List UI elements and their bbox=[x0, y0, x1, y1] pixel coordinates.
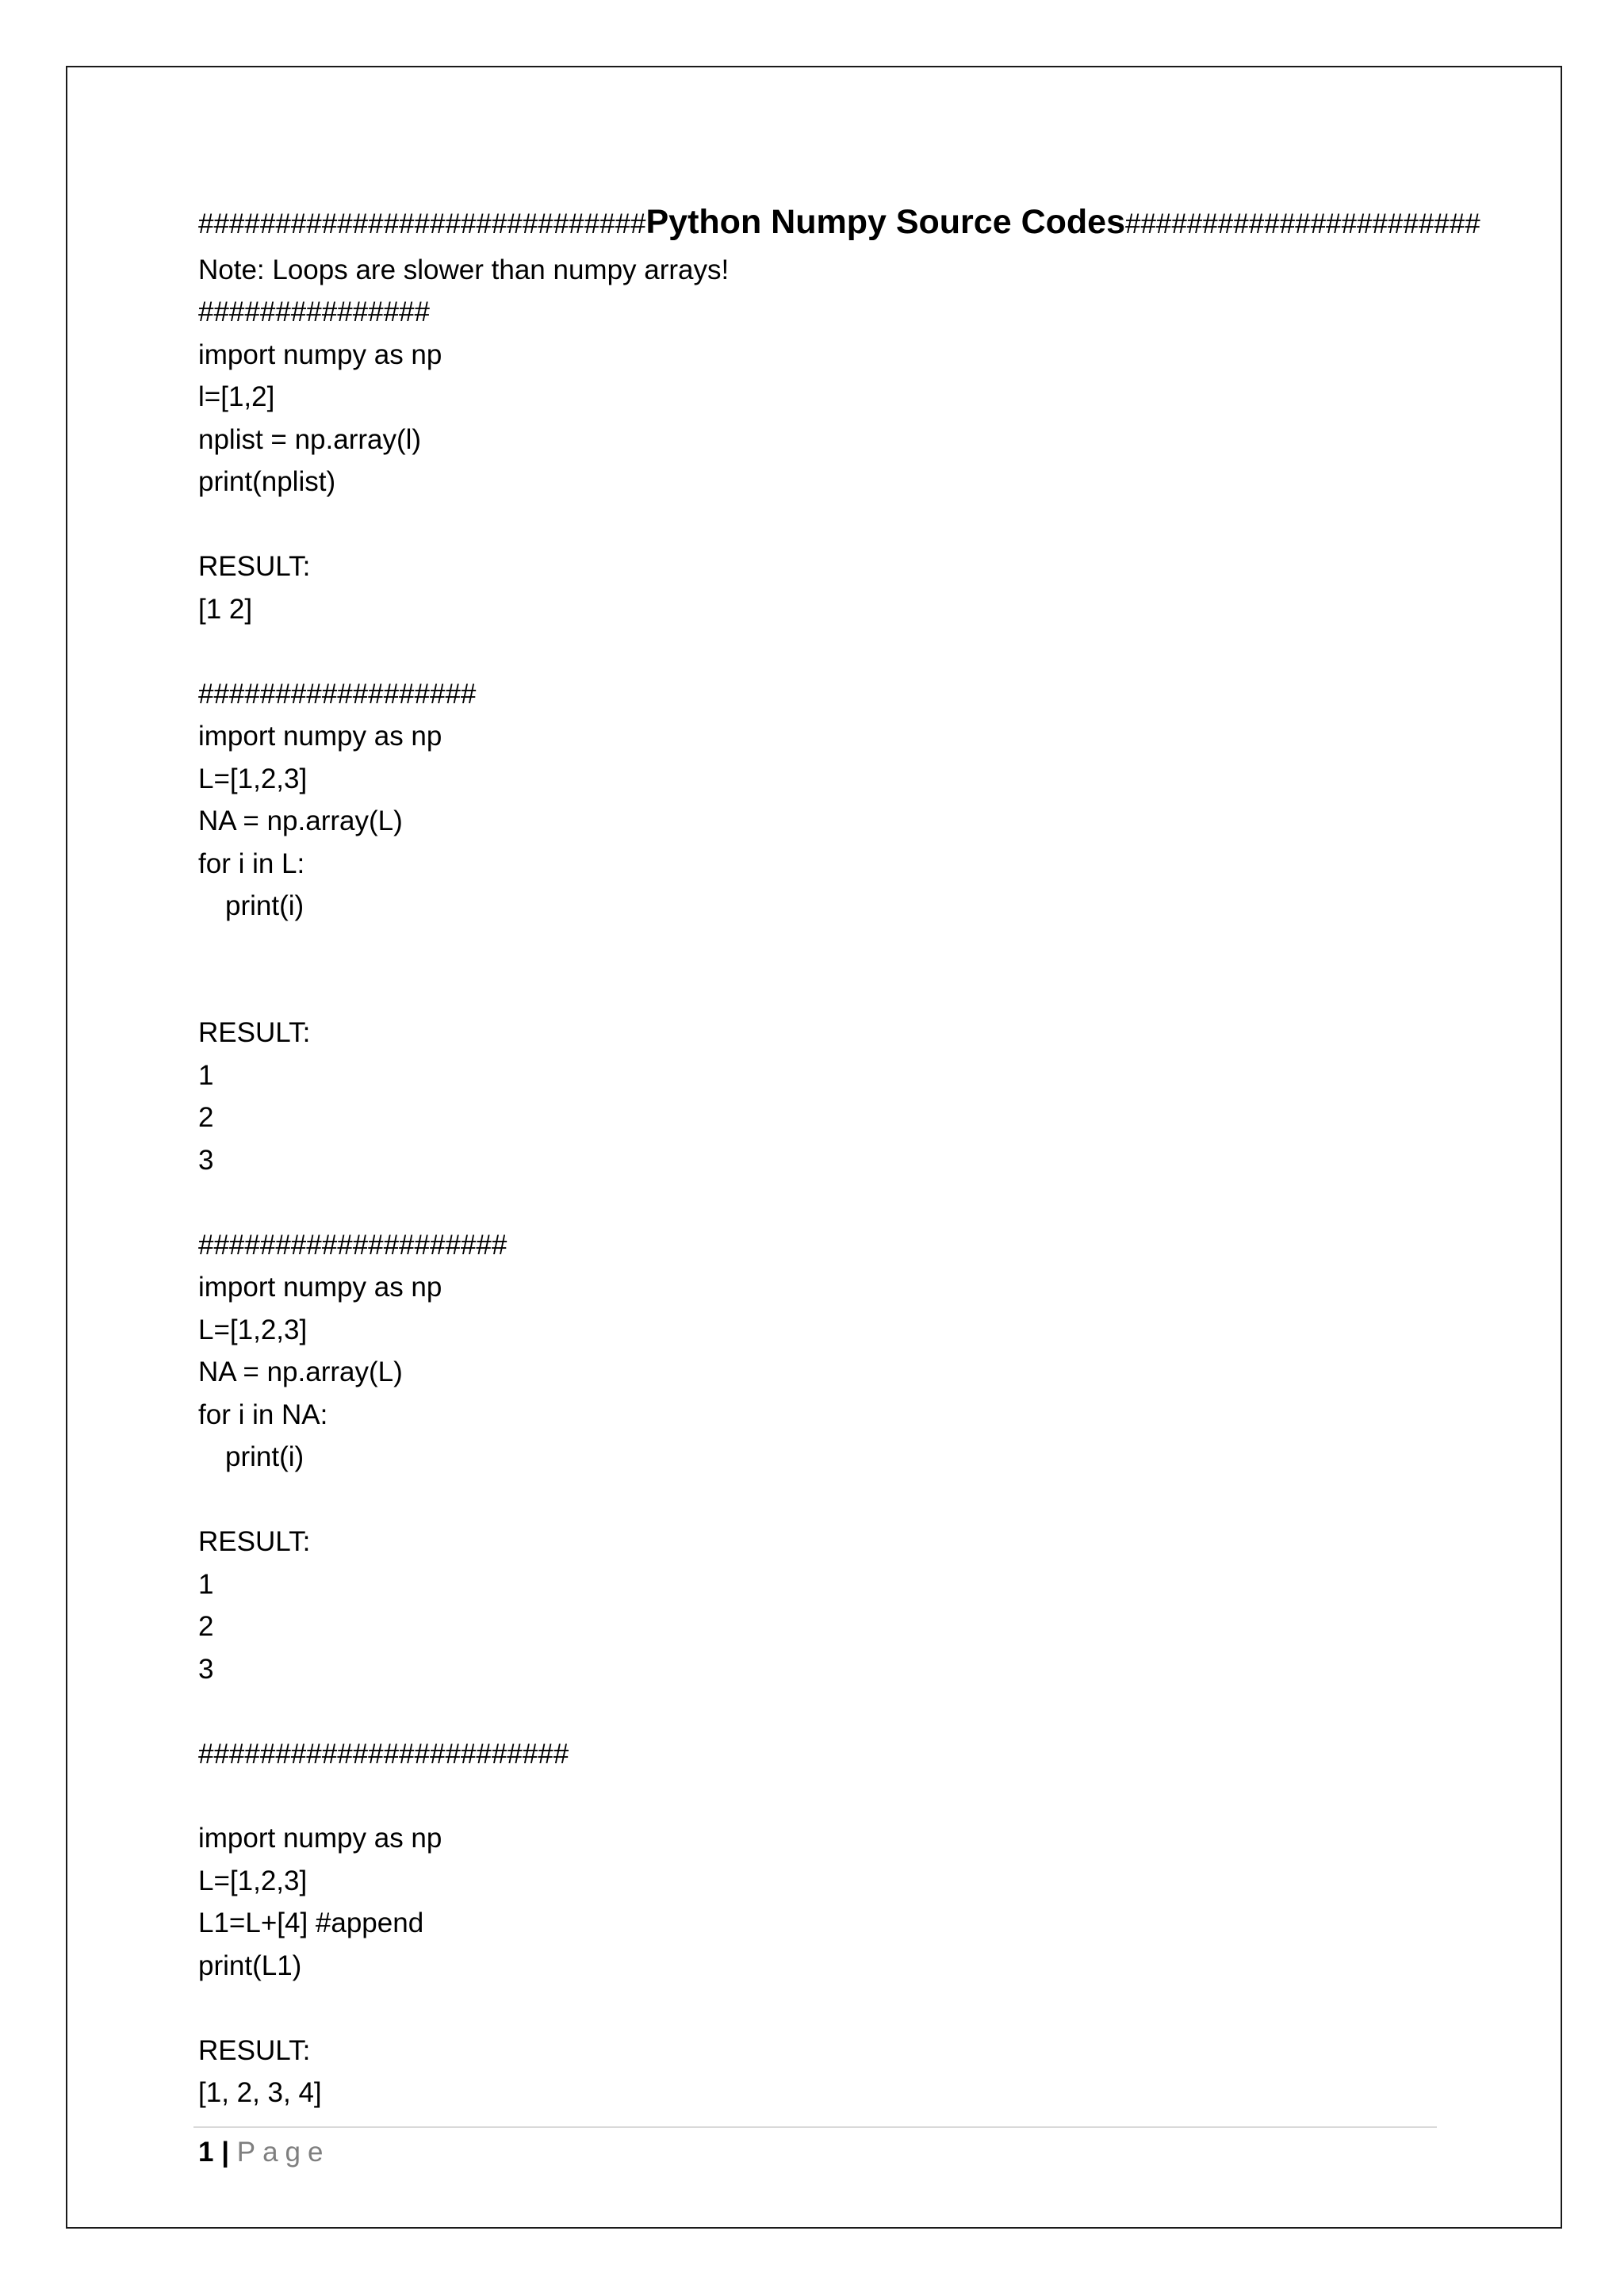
result-line: 3 bbox=[198, 1145, 214, 1176]
code-line: L1=L+[4] #append bbox=[198, 1908, 424, 1938]
result-heading: RESULT: bbox=[198, 551, 311, 582]
code-line: l=[1,2] bbox=[198, 381, 275, 412]
result-heading: RESULT: bbox=[198, 2035, 311, 2066]
code-line: L=[1,2,3] bbox=[198, 1866, 308, 1896]
document-title: Python Numpy Source Codes bbox=[645, 203, 1125, 241]
separator-line: ################## bbox=[198, 679, 477, 710]
code-line: for i in L: bbox=[198, 848, 305, 879]
code-line: import numpy as np bbox=[198, 1272, 442, 1303]
result-line: 1 bbox=[198, 1060, 214, 1091]
page-footer bbox=[198, 2133, 330, 2172]
separator-line: #################### bbox=[198, 1230, 508, 1261]
result-line: 1 bbox=[198, 1569, 214, 1600]
result-line: [1 2] bbox=[198, 594, 253, 625]
code-line: print(nplist) bbox=[198, 466, 336, 497]
result-line: [1, 2, 3, 4] bbox=[198, 2077, 322, 2108]
code-line: NA = np.array(L) bbox=[198, 806, 403, 836]
code-line: print(L1) bbox=[198, 1950, 302, 1981]
code-line: NA = np.array(L) bbox=[198, 1357, 403, 1387]
result-line: 2 bbox=[198, 1611, 214, 1642]
code-line: import numpy as np bbox=[198, 1823, 442, 1854]
result-heading: RESULT: bbox=[198, 1017, 311, 1048]
result-line: 3 bbox=[198, 1654, 214, 1685]
code-line: import numpy as np bbox=[198, 721, 442, 752]
separator-line: ######################## bbox=[198, 1739, 569, 1770]
note-line: Note: Loops are slower than numpy arrays! bbox=[198, 254, 730, 285]
code-line: L=[1,2,3] bbox=[198, 1314, 308, 1345]
document-title-line bbox=[198, 198, 1480, 246]
code-line: import numpy as np bbox=[198, 339, 442, 370]
code-line: nplist = np.array(l) bbox=[198, 424, 422, 455]
title-hash-prefix: ############################# bbox=[198, 209, 646, 239]
title-hash-suffix: ####################### bbox=[1124, 209, 1480, 239]
footer-separator: | bbox=[221, 2137, 229, 2168]
separator-line: ############### bbox=[198, 297, 430, 327]
page-number: 1 bbox=[198, 2137, 214, 2168]
code-line: for i in NA: bbox=[198, 1399, 328, 1430]
footer-divider bbox=[193, 2126, 1437, 2128]
code-line: print(i) bbox=[225, 890, 304, 921]
result-line: 2 bbox=[198, 1102, 214, 1133]
code-line: L=[1,2,3] bbox=[198, 763, 308, 794]
page-label: Page bbox=[236, 2137, 331, 2168]
result-heading: RESULT: bbox=[198, 1526, 311, 1557]
code-line: print(i) bbox=[225, 1441, 304, 1472]
